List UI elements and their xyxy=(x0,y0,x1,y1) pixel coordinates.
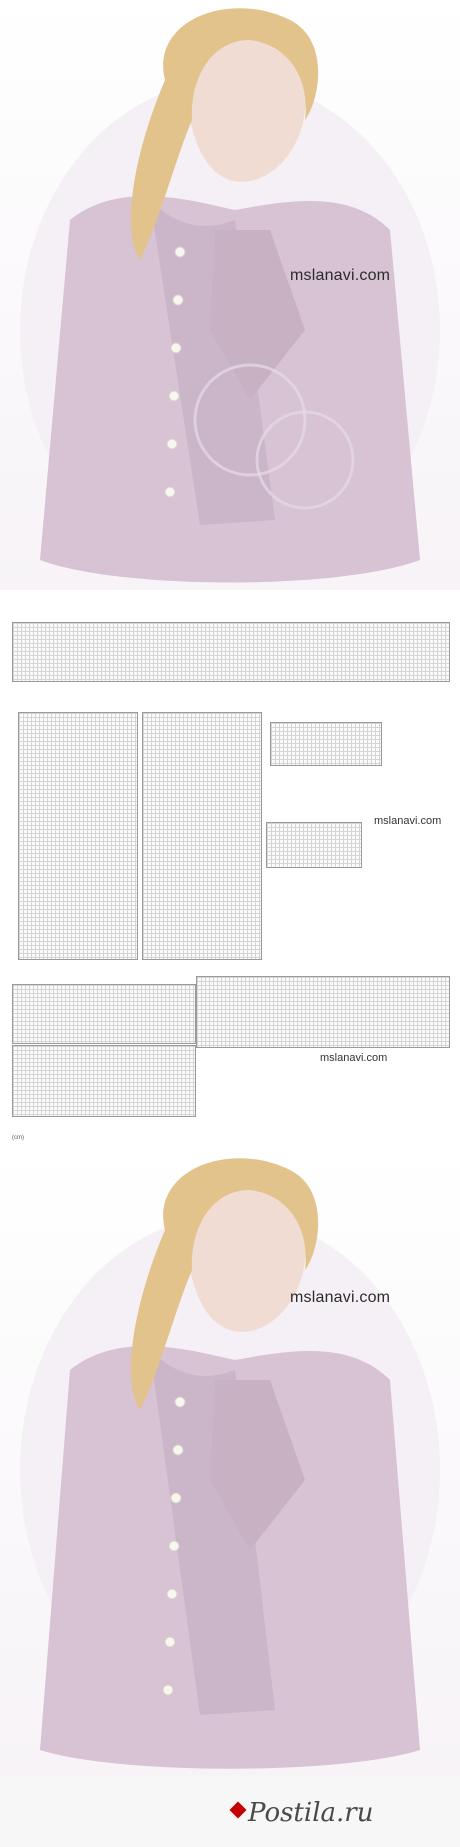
watermark-middle-upper: mslanavi.com xyxy=(374,815,442,827)
collar-diagram xyxy=(270,722,382,766)
postila-footer xyxy=(0,1776,460,1847)
postila-logo-text: Postila.ru xyxy=(248,1798,374,1828)
small-stitch-chart xyxy=(266,822,362,868)
front-left-chart xyxy=(18,712,138,960)
model-illustration-top xyxy=(0,0,460,590)
sleeve-chart xyxy=(12,984,196,1044)
watermark-bottom: mslanavi.com xyxy=(290,1289,391,1306)
model-illustration-bottom xyxy=(0,1150,460,1776)
chart-section xyxy=(0,590,460,1150)
watermark-top: mslanavi.com xyxy=(290,267,391,284)
sleeve-bottom-chart xyxy=(12,1045,196,1117)
postila-logo-mark xyxy=(230,1802,247,1819)
front-right-chart xyxy=(142,712,262,960)
watermark-middle-lower: mslanavi.com xyxy=(320,1052,388,1064)
sleeve-bottom-label: (cm) xyxy=(12,1135,24,1141)
bottom-photo xyxy=(0,1150,460,1776)
top-pattern-chart xyxy=(12,622,450,682)
back-chart xyxy=(196,976,450,1048)
top-photo xyxy=(0,0,460,590)
